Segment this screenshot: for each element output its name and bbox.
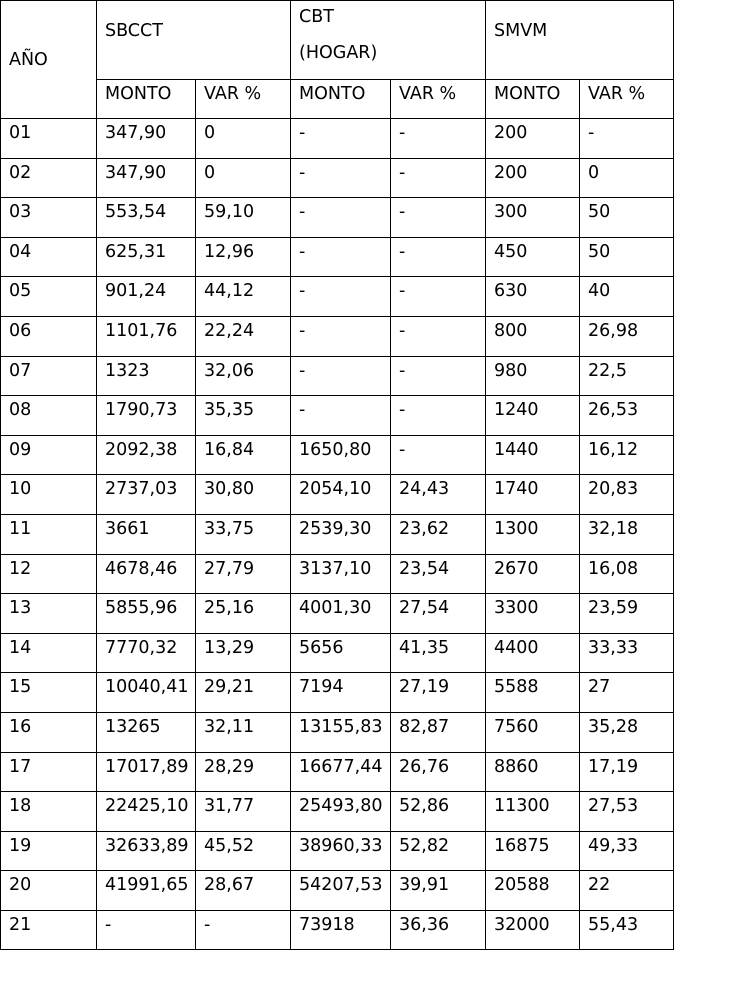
- smvm-monto-cell: 3300: [486, 594, 580, 634]
- year-cell: 05: [1, 277, 97, 317]
- cbt-monto-cell: -: [291, 158, 391, 198]
- sbcct-monto-cell: 1101,76: [97, 316, 196, 356]
- cbt-var-cell: 27,54: [391, 594, 486, 634]
- year-cell: 04: [1, 237, 97, 277]
- smvm-monto-cell: 450: [486, 237, 580, 277]
- smvm-var-cell: 22: [580, 871, 674, 911]
- cbt-var-cell: 52,82: [391, 831, 486, 871]
- smvm-var-cell: 16,12: [580, 435, 674, 475]
- table-row: [1, 594, 674, 634]
- sbcct-var-cell: 32,06: [196, 356, 291, 396]
- smvm-monto-cell: 980: [486, 356, 580, 396]
- smvm-var-cell: 33,33: [580, 633, 674, 673]
- sbcct-monto-cell: 32633,89: [97, 831, 196, 871]
- smvm-monto-cell: 1240: [486, 396, 580, 436]
- table-row: [1, 396, 674, 436]
- year-cell: 09: [1, 435, 97, 475]
- year-cell: 18: [1, 792, 97, 832]
- smvm-monto-cell: 16875: [486, 831, 580, 871]
- year-cell: 16: [1, 712, 97, 752]
- cbt-monto-cell: 5656: [291, 633, 391, 673]
- table-row: [1, 277, 674, 317]
- smvm-monto-cell: 7560: [486, 712, 580, 752]
- sbcct-var-cell: 35,35: [196, 396, 291, 436]
- smvm-var-cell: 0: [580, 158, 674, 198]
- smvm-monto-cell: 1740: [486, 475, 580, 515]
- smvm-var-cell: 50: [580, 237, 674, 277]
- sbcct-monto-cell: 22425,10: [97, 792, 196, 832]
- cbt-var-cell: -: [391, 119, 486, 159]
- smvm-var-cell: 16,08: [580, 554, 674, 594]
- sbcct-monto-cell: 5855,96: [97, 594, 196, 634]
- table-row: [1, 316, 674, 356]
- smvm-monto-cell: 11300: [486, 792, 580, 832]
- year-cell: 07: [1, 356, 97, 396]
- table-row: [1, 831, 674, 871]
- table-row: [1, 673, 674, 713]
- sbcct-var-cell: 16,84: [196, 435, 291, 475]
- cbt-monto-cell: 3137,10: [291, 554, 391, 594]
- cbt-monto-cell: 4001,30: [291, 594, 391, 634]
- group-header-label: CBT: [299, 7, 334, 27]
- smvm-var-cell: 55,43: [580, 910, 674, 950]
- group-header-cbt: [291, 1, 486, 80]
- sbcct-monto-cell: 17017,89: [97, 752, 196, 792]
- table-row: [1, 435, 674, 475]
- cbt-monto-cell: -: [291, 198, 391, 238]
- cbt-var-cell: 36,36: [391, 910, 486, 950]
- subheader-cell: MONTO: [486, 80, 580, 119]
- table-row: [1, 910, 674, 950]
- table-row: [1, 633, 674, 673]
- cbt-monto-cell: 7194: [291, 673, 391, 713]
- year-cell: 08: [1, 396, 97, 436]
- cbt-monto-cell: 54207,53: [291, 871, 391, 911]
- cbt-var-cell: 26,76: [391, 752, 486, 792]
- subheader-cell: VAR %: [580, 80, 674, 119]
- sbcct-var-cell: 29,21: [196, 673, 291, 713]
- cbt-monto-cell: 73918: [291, 910, 391, 950]
- smvm-var-cell: 20,83: [580, 475, 674, 515]
- sbcct-monto-cell: 1323: [97, 356, 196, 396]
- sbcct-monto-cell: 553,54: [97, 198, 196, 238]
- table-row: [1, 514, 674, 554]
- year-cell: 19: [1, 831, 97, 871]
- sbcct-var-cell: 33,75: [196, 514, 291, 554]
- sbcct-monto-cell: 41991,65: [97, 871, 196, 911]
- smvm-monto-cell: 20588: [486, 871, 580, 911]
- sbcct-monto-cell: 10040,41: [97, 673, 196, 713]
- smvm-var-cell: 23,59: [580, 594, 674, 634]
- sbcct-var-cell: 45,52: [196, 831, 291, 871]
- smvm-var-cell: 35,28: [580, 712, 674, 752]
- smvm-monto-cell: 300: [486, 198, 580, 238]
- cbt-var-cell: -: [391, 396, 486, 436]
- smvm-var-cell: 32,18: [580, 514, 674, 554]
- sbcct-var-cell: 27,79: [196, 554, 291, 594]
- group-header-label: SBCCT: [105, 21, 163, 41]
- sbcct-var-cell: 22,24: [196, 316, 291, 356]
- table-row: [1, 356, 674, 396]
- sbcct-var-cell: 25,16: [196, 594, 291, 634]
- cbt-monto-cell: -: [291, 119, 391, 159]
- smvm-monto-cell: 800: [486, 316, 580, 356]
- group-header-smvm: [486, 1, 674, 80]
- cbt-var-cell: 23,62: [391, 514, 486, 554]
- sbcct-var-cell: 59,10: [196, 198, 291, 238]
- smvm-monto-cell: 1440: [486, 435, 580, 475]
- year-cell: 15: [1, 673, 97, 713]
- smvm-var-cell: 49,33: [580, 831, 674, 871]
- sbcct-var-cell: -: [196, 910, 291, 950]
- year-cell: 20: [1, 871, 97, 911]
- table-row: [1, 792, 674, 832]
- sbcct-monto-cell: 2092,38: [97, 435, 196, 475]
- table-body: [1, 1, 674, 950]
- table-row: [1, 158, 674, 198]
- sbcct-monto-cell: 4678,46: [97, 554, 196, 594]
- cbt-monto-cell: -: [291, 396, 391, 436]
- smvm-monto-cell: 8860: [486, 752, 580, 792]
- year-cell: 03: [1, 198, 97, 238]
- year-cell: 10: [1, 475, 97, 515]
- cbt-monto-cell: -: [291, 277, 391, 317]
- sbcct-monto-cell: 347,90: [97, 119, 196, 159]
- subheader-cell: VAR %: [391, 80, 486, 119]
- smvm-var-cell: 50: [580, 198, 674, 238]
- subheader-cell: VAR %: [196, 80, 291, 119]
- smvm-monto-cell: 200: [486, 119, 580, 159]
- sbcct-var-cell: 28,67: [196, 871, 291, 911]
- smvm-var-cell: -: [580, 119, 674, 159]
- smvm-var-cell: 27,53: [580, 792, 674, 832]
- table-row: [1, 752, 674, 792]
- sbcct-var-cell: 32,11: [196, 712, 291, 752]
- smvm-monto-cell: 2670: [486, 554, 580, 594]
- smvm-monto-cell: 32000: [486, 910, 580, 950]
- sbcct-var-cell: 30,80: [196, 475, 291, 515]
- sbcct-var-cell: 13,29: [196, 633, 291, 673]
- smvm-monto-cell: 630: [486, 277, 580, 317]
- smvm-monto-cell: 200: [486, 158, 580, 198]
- sbcct-monto-cell: 625,31: [97, 237, 196, 277]
- year-cell: 11: [1, 514, 97, 554]
- subheader-cell: MONTO: [291, 80, 391, 119]
- table-row: [1, 237, 674, 277]
- year-header-label: AÑO: [9, 49, 48, 70]
- cbt-var-cell: 82,87: [391, 712, 486, 752]
- sbcct-monto-cell: 901,24: [97, 277, 196, 317]
- sbcct-var-cell: 28,29: [196, 752, 291, 792]
- smvm-monto-cell: 5588: [486, 673, 580, 713]
- sbcct-var-cell: 44,12: [196, 277, 291, 317]
- table-row: [1, 712, 674, 752]
- sbcct-var-cell: 12,96: [196, 237, 291, 277]
- year-cell: 13: [1, 594, 97, 634]
- cbt-monto-cell: 16677,44: [291, 752, 391, 792]
- cbt-var-cell: -: [391, 237, 486, 277]
- sbcct-var-cell: 31,77: [196, 792, 291, 832]
- cbt-monto-cell: -: [291, 356, 391, 396]
- group-header-label: SMVM: [494, 21, 548, 41]
- subheader-cell: MONTO: [97, 80, 196, 119]
- group-header-sublabel: (HOGAR): [299, 43, 378, 63]
- cbt-monto-cell: 13155,83: [291, 712, 391, 752]
- cbt-var-cell: 27,19: [391, 673, 486, 713]
- year-cell: 01: [1, 119, 97, 159]
- year-header: [1, 1, 97, 119]
- table-row: [1, 554, 674, 594]
- subheader-row: [1, 80, 674, 119]
- cbt-var-cell: -: [391, 277, 486, 317]
- smvm-monto-cell: 4400: [486, 633, 580, 673]
- smvm-var-cell: 22,5: [580, 356, 674, 396]
- smvm-var-cell: 26,53: [580, 396, 674, 436]
- table-row: [1, 119, 674, 159]
- cbt-monto-cell: -: [291, 237, 391, 277]
- sbcct-monto-cell: 13265: [97, 712, 196, 752]
- cbt-var-cell: 23,54: [391, 554, 486, 594]
- year-cell: 12: [1, 554, 97, 594]
- sbcct-monto-cell: 3661: [97, 514, 196, 554]
- smvm-var-cell: 27: [580, 673, 674, 713]
- sbcct-monto-cell: 1790,73: [97, 396, 196, 436]
- cbt-monto-cell: 25493,80: [291, 792, 391, 832]
- sbcct-monto-cell: 2737,03: [97, 475, 196, 515]
- sbcct-monto-cell: 347,90: [97, 158, 196, 198]
- group-header-sbcct: [97, 1, 291, 80]
- table-row: [1, 198, 674, 238]
- smvm-var-cell: 26,98: [580, 316, 674, 356]
- sbcct-var-cell: 0: [196, 119, 291, 159]
- sbcct-var-cell: 0: [196, 158, 291, 198]
- cbt-var-cell: -: [391, 316, 486, 356]
- sbcct-monto-cell: 7770,32: [97, 633, 196, 673]
- year-cell: 06: [1, 316, 97, 356]
- cbt-monto-cell: 2054,10: [291, 475, 391, 515]
- smvm-var-cell: 17,19: [580, 752, 674, 792]
- cbt-var-cell: 24,43: [391, 475, 486, 515]
- year-cell: 21: [1, 910, 97, 950]
- table-row: [1, 475, 674, 515]
- cbt-var-cell: -: [391, 356, 486, 396]
- cbt-var-cell: 39,91: [391, 871, 486, 911]
- cbt-monto-cell: 2539,30: [291, 514, 391, 554]
- cbt-var-cell: 52,86: [391, 792, 486, 832]
- table-row: [1, 871, 674, 911]
- group-header-row: [1, 1, 674, 80]
- year-cell: 02: [1, 158, 97, 198]
- cbt-var-cell: 41,35: [391, 633, 486, 673]
- cbt-var-cell: -: [391, 435, 486, 475]
- cbt-monto-cell: 1650,80: [291, 435, 391, 475]
- cbt-monto-cell: 38960,33: [291, 831, 391, 871]
- sbcct-monto-cell: -: [97, 910, 196, 950]
- smvm-monto-cell: 1300: [486, 514, 580, 554]
- cbt-var-cell: -: [391, 198, 486, 238]
- cbt-monto-cell: -: [291, 316, 391, 356]
- year-cell: 17: [1, 752, 97, 792]
- smvm-var-cell: 40: [580, 277, 674, 317]
- cbt-var-cell: -: [391, 158, 486, 198]
- year-cell: 14: [1, 633, 97, 673]
